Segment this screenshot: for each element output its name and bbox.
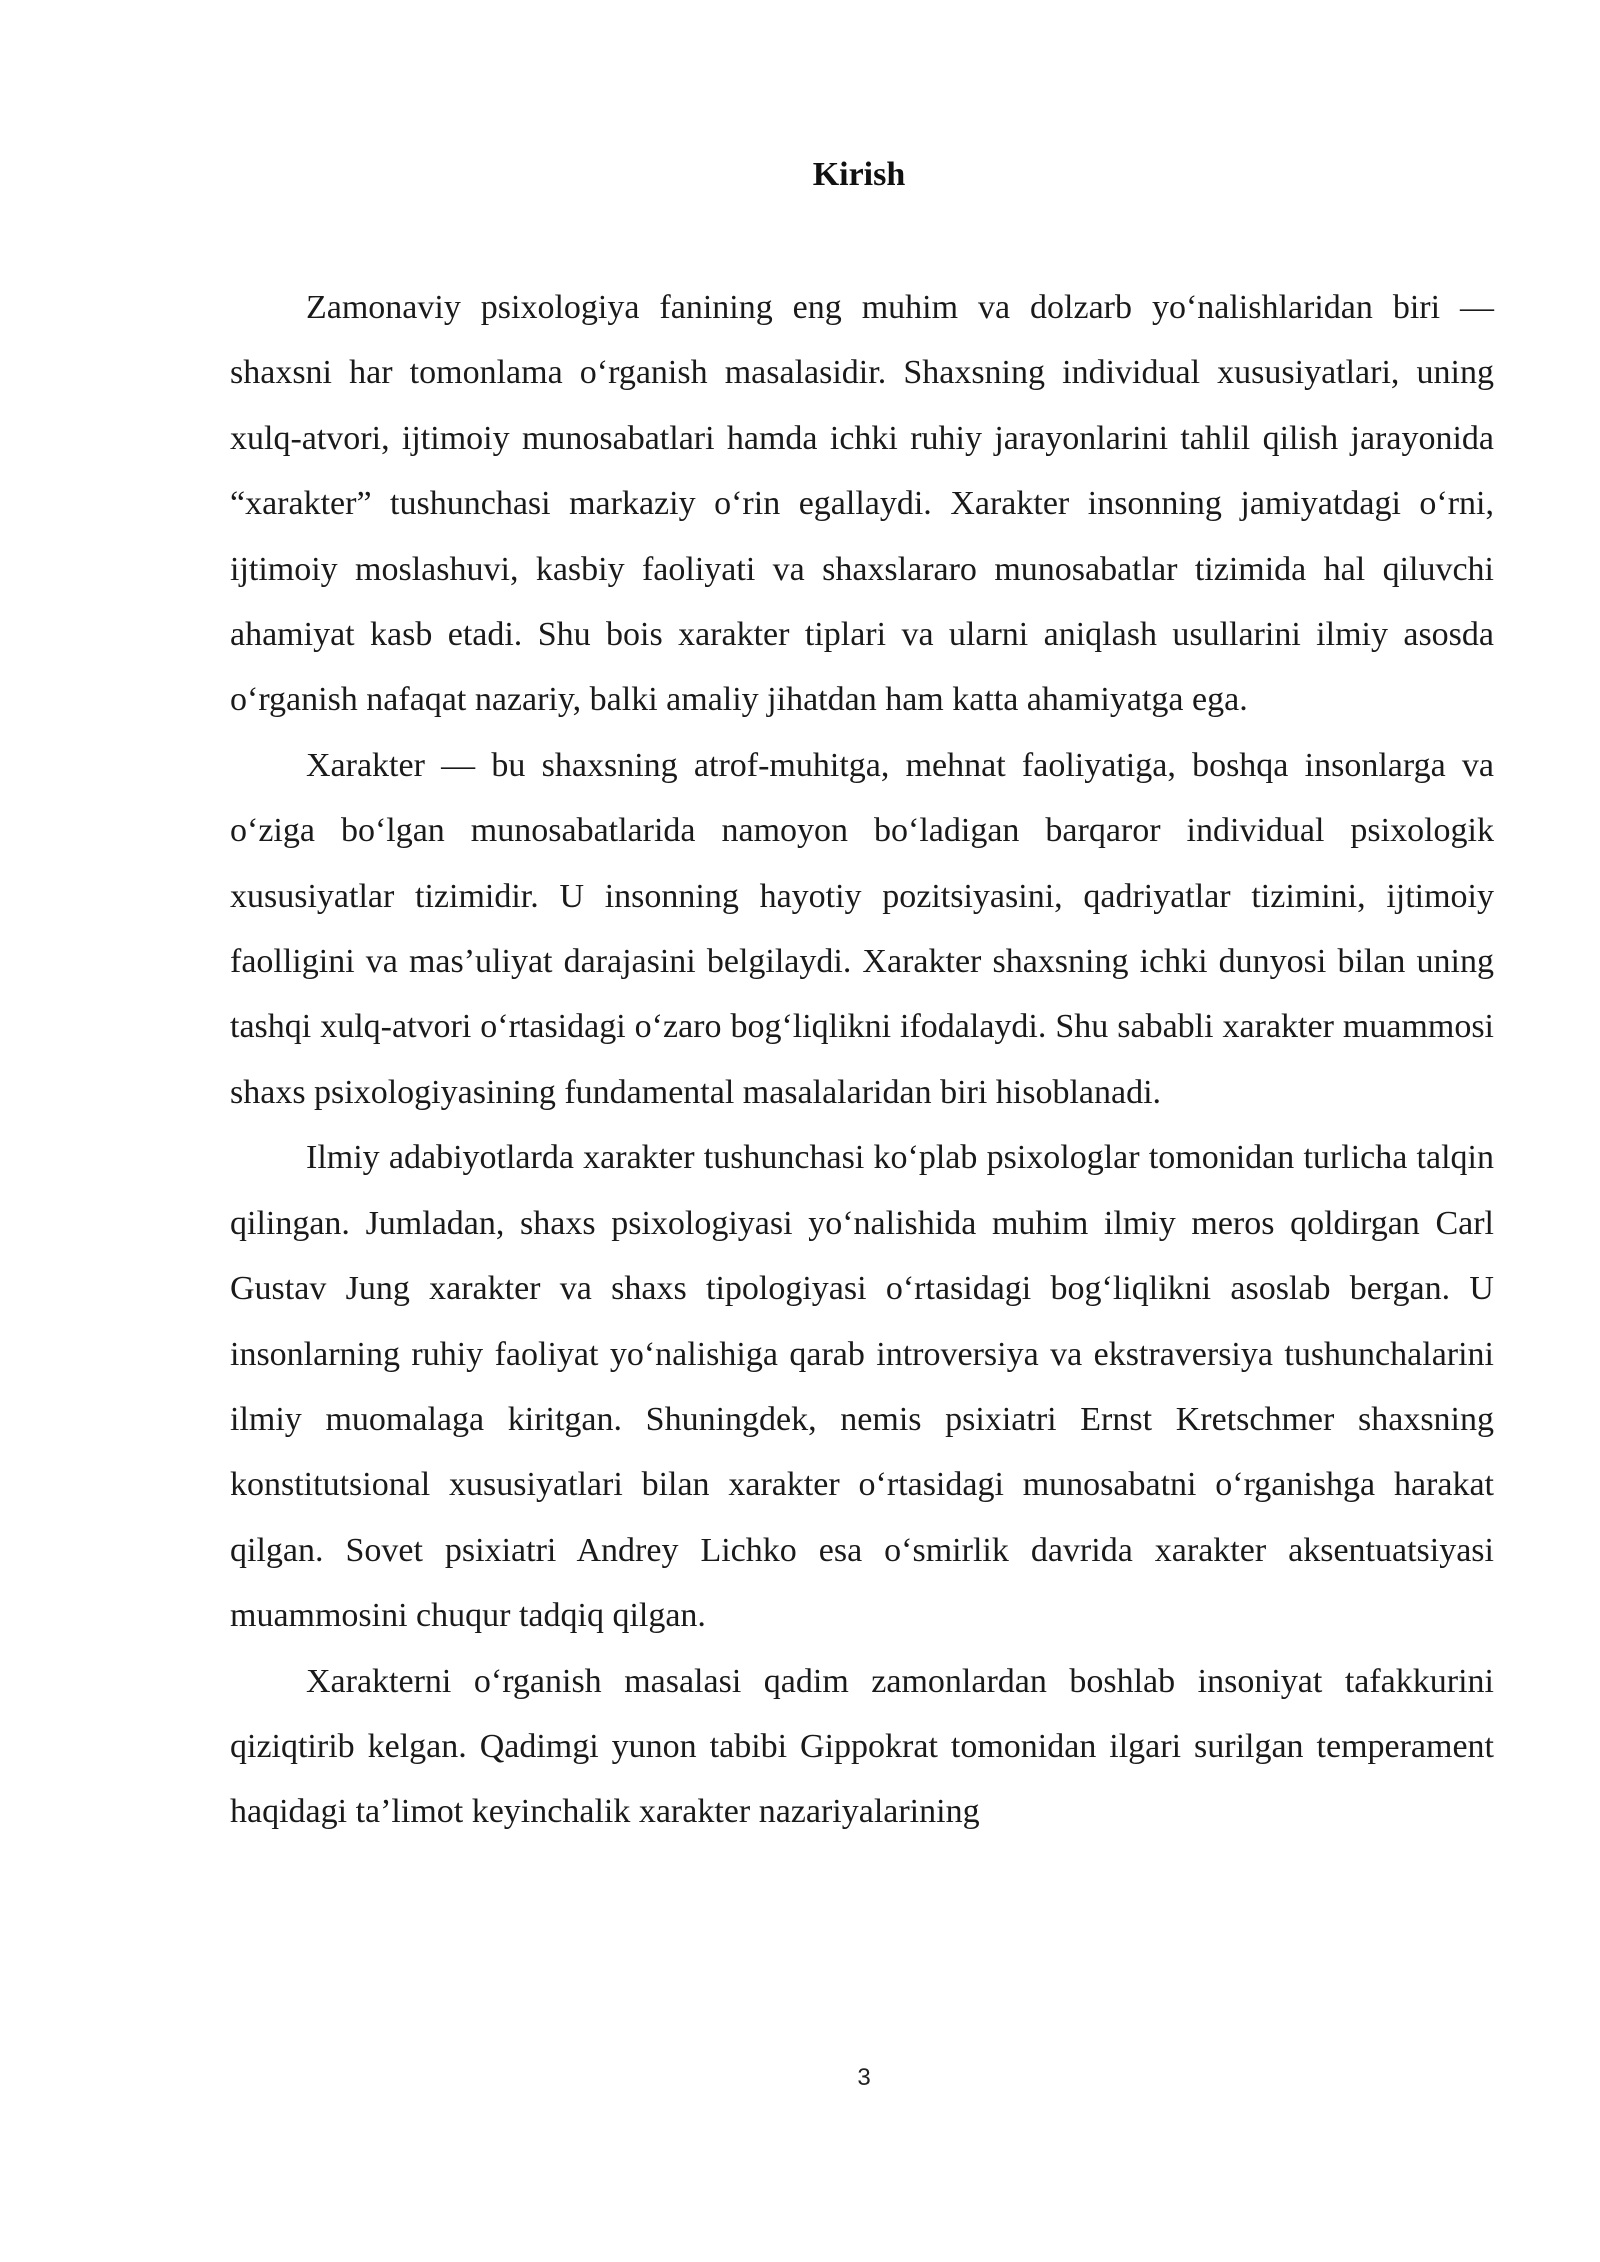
paragraph: Xarakter — bu shaxsning atrof-muhitga, mehnat faoliyatiga, boshqa insonlarga va o‘ziga bo‘lgan munosabatlarida namoyon bo‘ladigan barqaror individual psixologik xususiyatlar tizimidir. U insonning hayotiy pozitsiyasini, qadriyatlar tizimini, ijtimoiy faolligini va mas’uliyat darajasini belgilaydi. Xarakter shaxsning ichki dunyosi bilan uning tashqi xulq-atvori o‘rtasidagi o‘zaro bog‘liqlikni ifodalaydi. Shu sababli xarakter muammosi shaxs psixologiyasining fundamental masalalaridan biri hisoblanadi. [230, 746, 1494, 1111]
paragraph: Ilmiy adabiyotlarda xarakter tushunchasi ko‘plab psixologlar tomonidan turlicha talqin qilingan. Jumladan, shaxs psixologiyasi yo‘nalishida muhim ilmiy meros qoldirgan Carl Gustav Jung xarakter va shaxs tipologiyasi o‘rtasidagi bog‘liqlikni asoslab bergan. U insonlarning ruhiy faoliyat yo‘nalishiga qarab introversiya va ekstraversiya tushunchalarini ilmiy muomalaga kiritgan. Shuningdek, nemis psixiatri Ernst Kretschmer shaxsning konstitutsional xususiyatlari bilan xarakter o‘rtasidagi munosabatni o‘rganishga harakat qilgan. Sovet psixiatri Andrey Lichko esa o‘smirlik davrida xarakter aksentuatsiyasi muammosini chuqur tadqiq qilgan. [230, 1139, 1494, 1635]
paragraph: Zamonaviy psixologiya fanining eng muhim va dolzarb yo‘nalishlaridan biri — shaxsni har tomonlama o‘rganish masalasidir. Shaxsning individual xususiyatlari, uning xulq-atvori, ijtimoiy munosabatlari hamda ichki ruhiy jarayonlarini tahlil qilish jarayonida “xarakter” tushunchasi markaziy o‘rin egallaydi. Xarakter insonning jamiyatdagi o‘rni, ijtimoiy moslashuvi, kasbiy faoliyati va shaxslararo munosabatlar tizimida hal qiluvchi ahamiyat kasb etadi. Shu bois xarakter tiplari va ularni aniqlash usullarini ilmiy asosda o‘rganish nafaqat nazariy, balki amaliy jihatdan ham katta ahamiyatga ega. [230, 289, 1494, 719]
document-body [230, 275, 1494, 1845]
page-number: 3 [857, 2064, 871, 2091]
page-title: Kirish [812, 156, 906, 193]
paragraph: Xarakterni o‘rganish masalasi qadim zamonlardan boshlab insoniyat tafakkurini qiziqtirib kelgan. Qadimgi yunon tabibi Gippokrat tomonidan ilgari surilgan temperament haqidagi ta’limot keyinchalik xarakter nazariyalarining [230, 1662, 1494, 1831]
